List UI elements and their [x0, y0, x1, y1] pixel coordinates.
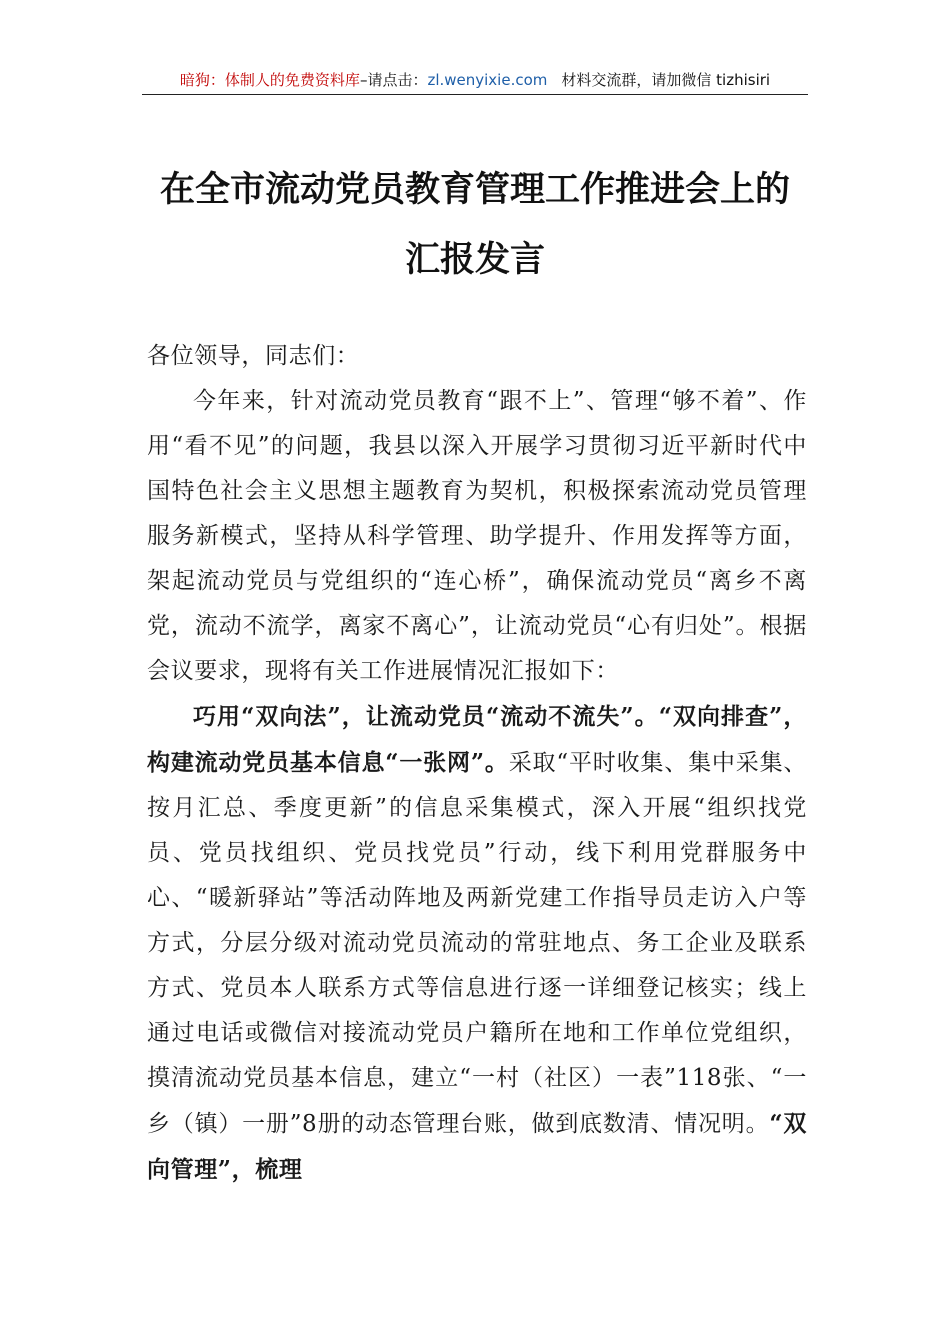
- header-url-link[interactable]: zl.wenyixie.com: [427, 71, 548, 89]
- document-title-line1: 在全市流动党员教育管理工作推进会上的: [159, 169, 790, 210]
- document-body: [147, 334, 807, 1193]
- header-click-prompt: –请点击：: [359, 71, 428, 89]
- paragraph-2-heading: 巧用“双向法”，让流动党员“流动不流失”。“双向排查”，构建流动党员基本信息“一张网”。: [147, 703, 807, 776]
- page-header: [142, 66, 808, 95]
- header-site-name: 暗狗：体制人的免费资料库: [179, 71, 360, 89]
- paragraph-2-tail-heading: “双向管理”，梳理: [147, 1110, 808, 1183]
- paragraph-2-text: 采取“平时收集、集中采集、按月汇总、季度更新”的信息采集模式，深入开展“组织找党员、党员找组织、党员找党员”行动，线下利用党群服务中心、“暖新驿站”等活动阵地及两新党建工作指导员走访入户等方式，分层分级对流动党员流动的常驻地点、务工企业及联系方式、党员本人联系方式等信息进行逐一详细登记核实；线上通过电话或微信对接流动党员户籍所在地和工作单位党组织，摸清流动党员基本信息，建立“一村（社区）一表”118张、“一乡（镇）一册”8册的动态管理台账，做到底数清、情况明。: [147, 750, 807, 1137]
- paragraph-2: [147, 694, 807, 1193]
- document-title-line2: 汇报发言: [404, 239, 545, 280]
- salutation: 各位领导，同志们：: [147, 343, 360, 369]
- paragraph-1: 今年来，针对流动党员教育“跟不上”、管理“够不着”、作用“看不见”的问题，我县以深入开展学习贯彻习近平新时代中国特色社会主义思想主题教育为契机，积极探索流动党员管理服务新模式，坚持从科学管理、助学提升、作用发挥等方面，架起流动党员与党组织的“连心桥”，确保流动党员“离乡不离党，流动不流学，离家不离心”，让流动党员“心有归处”。根据会议要求，现将有关工作进展情况汇报如下：: [147, 388, 807, 684]
- header-contact: 材料交流群，请加微信 tizhisiri: [561, 71, 771, 89]
